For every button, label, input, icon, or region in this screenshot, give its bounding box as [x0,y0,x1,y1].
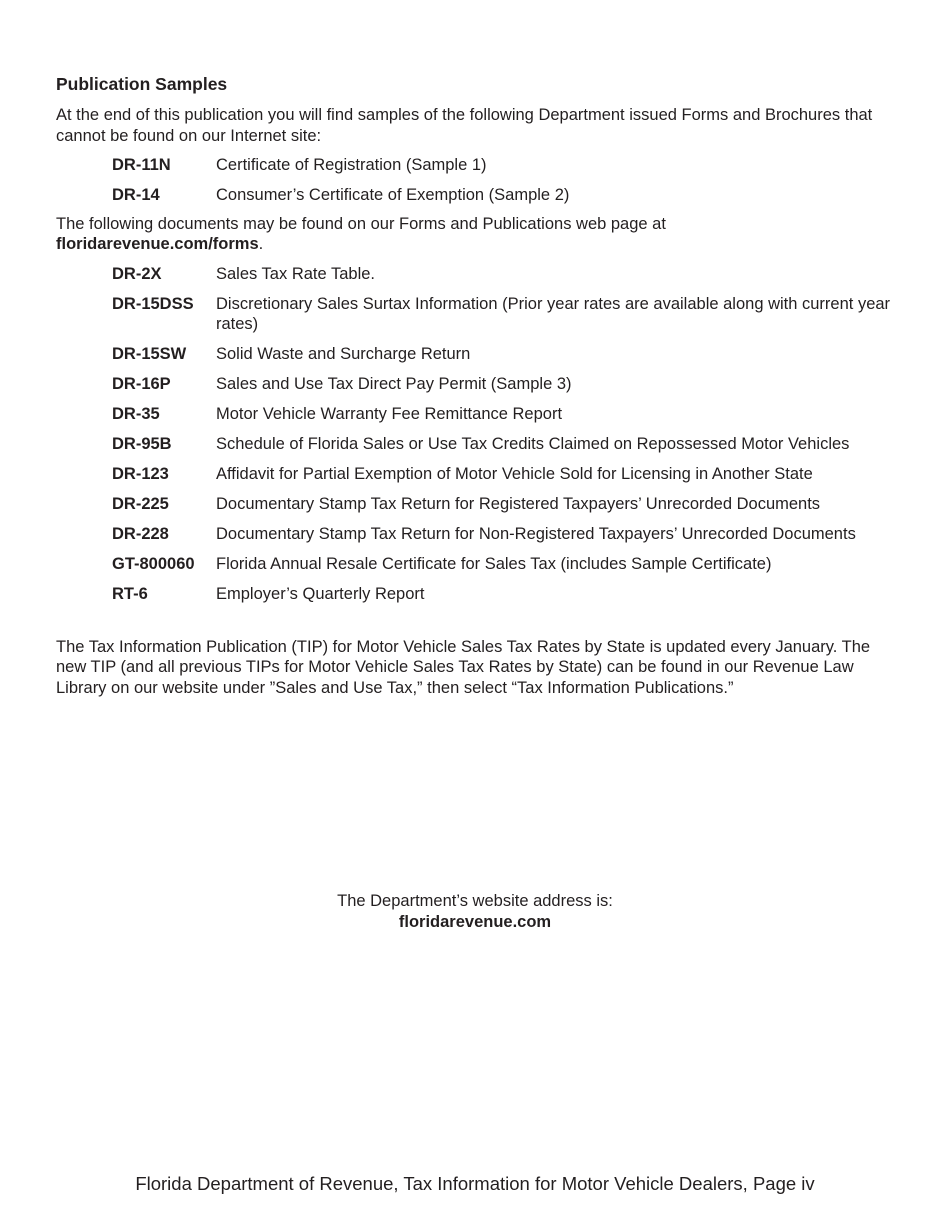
form-code: DR-35 [112,405,160,423]
form-description: Certificate of Registration (Sample 1) [216,156,487,174]
list-item [112,584,896,605]
form-description: Consumer’s Certificate of Exemption (Sample 2) [216,186,570,204]
form-description: Affidavit for Partial Exemption of Motor Vehicle Sold for Licensing in Another State [216,465,813,483]
form-code: DR-14 [112,186,160,204]
form-code: RT-6 [112,585,148,603]
publication-samples-section [56,73,896,698]
form-description: Solid Waste and Surcharge Return [216,345,471,363]
list-item [112,344,896,365]
list-item [112,434,896,455]
form-code: DR-15DSS [112,294,194,313]
form-code: DR-225 [112,495,169,513]
intro-paragraph: At the end of this publication you will find samples of the following Department issued Forms and Brochures that cannot be found on our Internet site: [56,106,873,145]
form-description: Documentary Stamp Tax Return for Registered Taxpayers’ Unrecorded Documents [216,495,821,513]
form-description: Discretionary Sales Surtax Information (Prior year rates are available along with current year rates) [216,294,891,333]
form-description: Documentary Stamp Tax Return for Non-Registered Taxpayers’ Unrecorded Documents [216,525,856,543]
website-url[interactable]: floridarevenue.com [398,912,552,931]
form-code: GT-800060 [112,555,195,573]
list-item [112,155,896,176]
tip-paragraph: The Tax Information Publication (TIP) for Motor Vehicle Sales Tax Rates by State is updated every January. The new TIP (and all previous TIPs for Motor Vehicle Sales Tax Rates by State) can be found in our Revenue Law Library on our website under ”Sales and Use Tax,” then select “Tax Information Publications.” [56,637,871,697]
list-item [112,185,896,206]
list-item [112,464,896,485]
web-forms-intro [56,214,896,255]
web-intro-period: . [258,235,264,253]
form-code: DR-15SW [112,345,187,363]
list-item [112,554,896,575]
list-item [112,494,896,515]
sample-forms-list [112,155,896,206]
form-code: DR-228 [112,525,169,543]
form-description: Sales Tax Rate Table. [216,264,375,283]
form-code: DR-16P [112,375,171,393]
form-description: Schedule of Florida Sales or Use Tax Credits Claimed on Repossessed Motor Vehicles [216,435,850,453]
web-forms-list [112,264,896,605]
forms-web-link[interactable]: floridarevenue.com/forms [56,235,259,253]
form-code: DR-2X [112,264,162,283]
web-intro-text: The following documents may be found on our Forms and Publications web page at [56,214,666,233]
form-code: DR-11N [112,156,171,174]
website-address-block [0,891,950,932]
website-label: The Department’s website address is: [337,892,613,910]
form-description: Motor Vehicle Warranty Fee Remittance Report [216,405,563,423]
section-heading: Publication Samples [56,74,228,94]
form-description: Florida Annual Resale Certificate for Sales Tax (includes Sample Certificate) [216,555,772,573]
list-item [112,404,896,425]
form-code: DR-123 [112,465,169,483]
form-code: DR-95B [112,435,172,453]
list-item [112,524,896,545]
form-description: Sales and Use Tax Direct Pay Permit (Sample 3) [216,375,572,393]
list-item [112,264,896,285]
list-item [112,374,896,395]
form-description: Employer’s Quarterly Report [216,585,425,603]
page-footer: Florida Department of Revenue, Tax Information for Motor Vehicle Dealers, Page iv [135,1173,815,1194]
list-item [112,294,896,335]
